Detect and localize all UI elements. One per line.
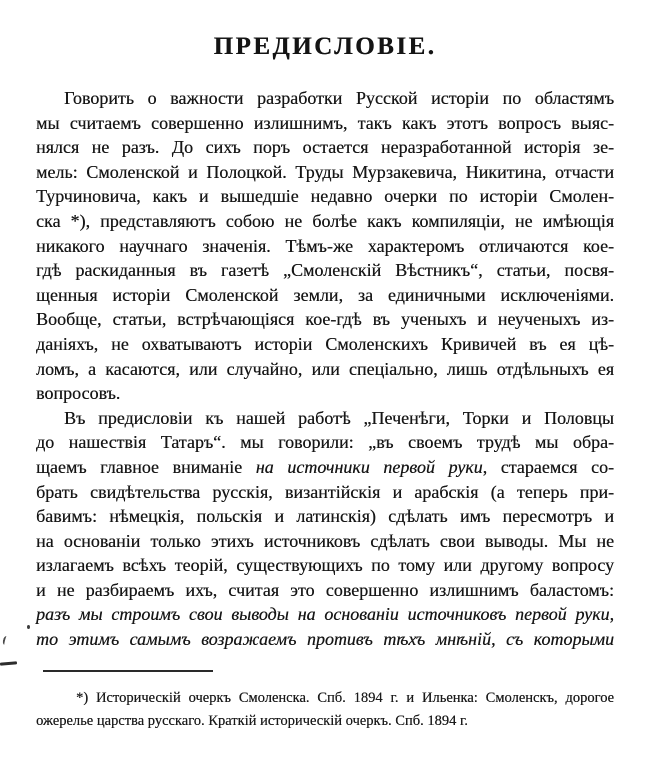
text-line: и не разбираемъ ихъ, считая это совершенно излишнимъ баластомъ:: [36, 579, 614, 600]
text-line: Въ предисловіи къ нашей работѣ „Печенѣги, Торки и Половцы: [64, 407, 614, 428]
text-line: на основаніи только этихъ источниковъ сдѣлать свои выводы. Мы не: [36, 530, 614, 551]
text-line: Говорить о важности разработки Русской исторіи по областямъ: [64, 88, 614, 108]
text-line: даніяхъ, не охватываютъ исторіи Смоленскихъ Кривичей въ ея цѣ-: [36, 333, 614, 354]
text-line: бавимъ: нѣмецкія, польскія и латинскія) сдѣлать имъ пересмотръ и: [36, 506, 614, 527]
text-line: до нашествія Татаръ“. мы говорили: „въ своемъ трудѣ мы обра-: [36, 432, 614, 453]
text-line: вопросовъ.: [36, 383, 121, 404]
text-line: разъ мы строимъ свои выводы на основаніи источниковъ первой руки,: [36, 604, 614, 625]
text-line: мель: Смоленской и Полоцкой. Труды Мурзакевича, Никитина, отчасти: [36, 161, 614, 182]
text-line: нялся не разъ. До сихъ поръ остается неразработанной исторія зе-: [36, 137, 614, 158]
text-line: гдѣ раскиданныя въ газетѣ „Смоленскій Вѣстникъ“, статьи, посвя-: [36, 260, 614, 281]
scan-artifact-comma-mark: [2, 636, 9, 646]
text-line: никакого научнаго значенія. Тѣмъ-же характеромъ отличаются кое-: [36, 235, 614, 256]
page-title: ПРЕДИСЛОВІЕ.: [213, 33, 437, 60]
text-line: Вообще, статьи, встрѣчающіяся кое-гдѣ въ ученыхъ и неученыхъ из-: [36, 309, 614, 330]
text-line: щенныя исторіи Смоленской земли, за единичными исключеніями.: [36, 284, 614, 305]
text-line: излагаемъ всѣхъ теорій, существующихъ по тому или другому вопросу: [36, 555, 614, 576]
scan-artifact-dash-mark: [0, 661, 17, 665]
text-line: Турчиновича, какъ и вышедшіе недавно очерки по исторіи Смолен-: [36, 186, 614, 207]
text-line: ломъ, а касаются, или случайно, или спеціально, лишь отдѣльныхъ ея: [36, 358, 614, 379]
text-line: ска *), представляютъ собою не болѣе какъ компиляціи, не имѣющія: [36, 210, 614, 231]
text-line: щаемъ главное вниманіе на источники первой руки, стараемся со-: [36, 456, 614, 477]
footnote-separator: [43, 670, 213, 672]
footnote-line: *) Историческій очеркъ Смоленска. Спб. 1894 г. и Ильенка: Смоленскъ, дорогое: [76, 690, 614, 706]
text-line: мы считаемъ совершенно излишнимъ, такъ какъ этотъ вопросъ выяс-: [36, 112, 614, 133]
body-text: [36, 86, 614, 652]
footnote-line: ожерелье царства русскаго. Краткій историческій очеркъ. Спб. 1894 г.: [36, 712, 468, 729]
scan-artifact-dot: [27, 625, 30, 629]
footnote: [36, 687, 614, 732]
text-line: то этимъ самымъ возражаемъ противъ тѣхъ мнѣній, съ которыми: [36, 629, 614, 650]
text-line: брать свидѣтельства русскія, византійскія и арабскія (а теперь при-: [36, 481, 614, 502]
